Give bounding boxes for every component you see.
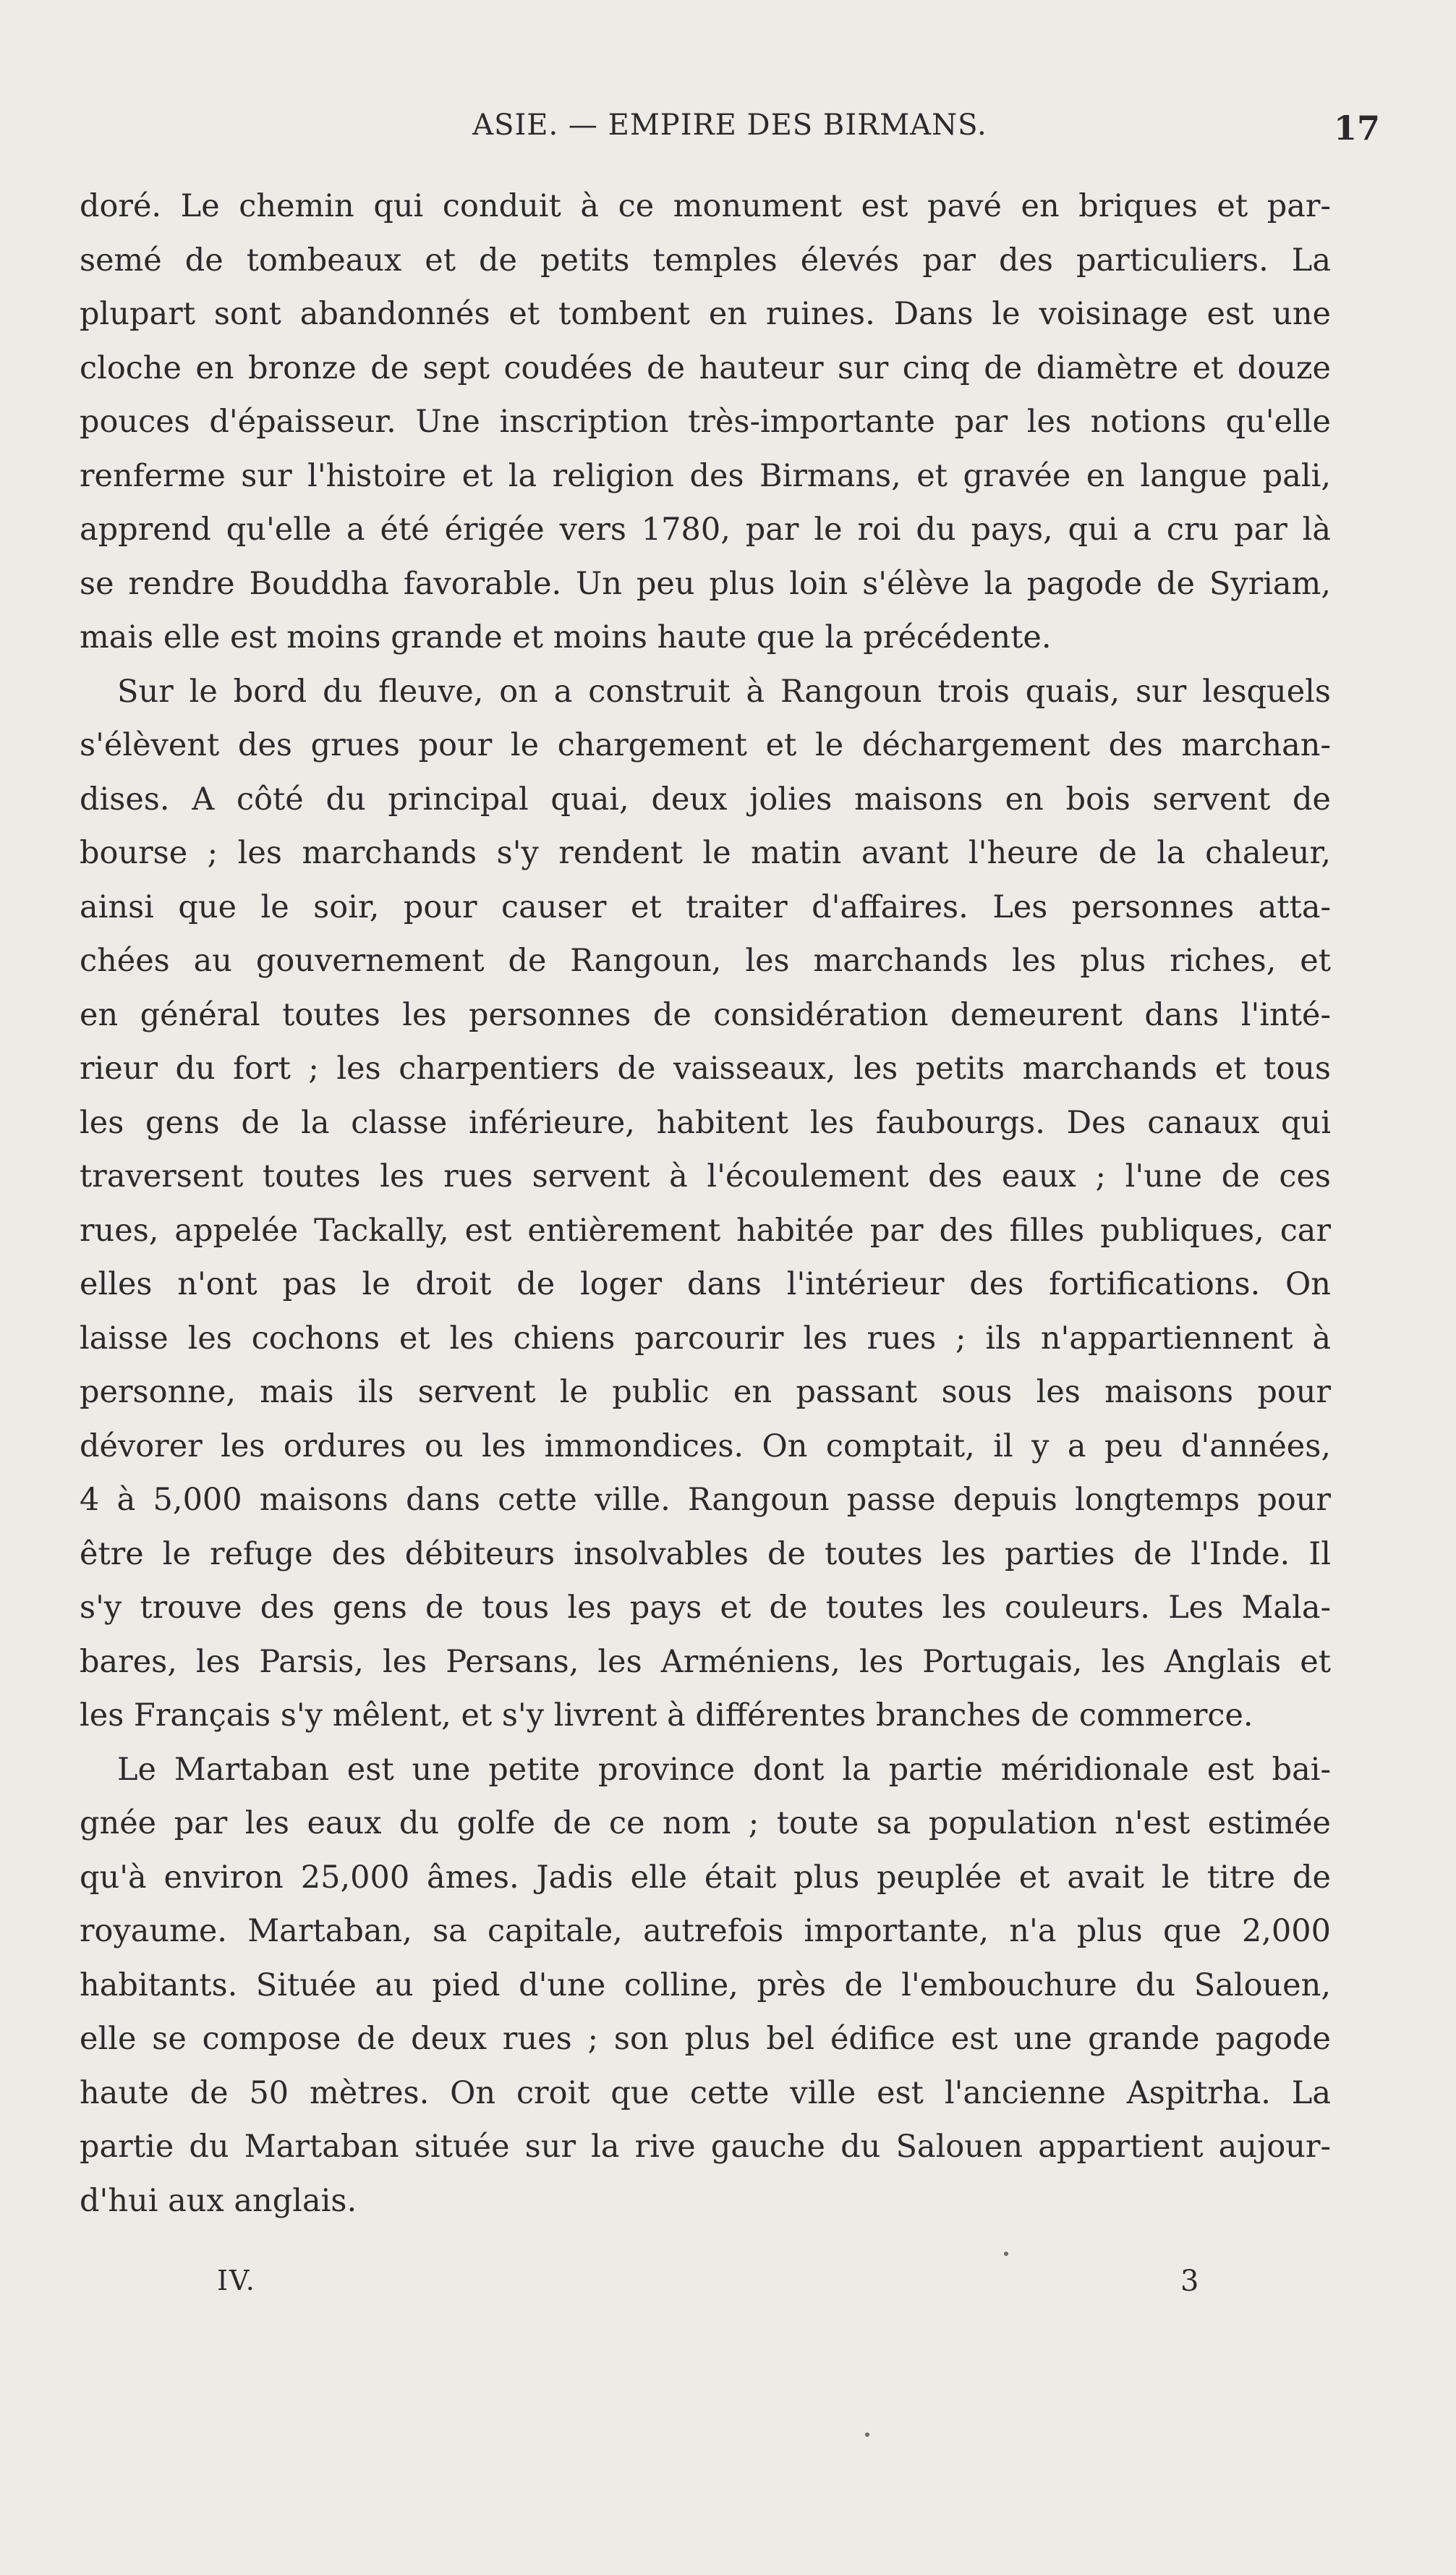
text-line: rieur du fort ; les charpentiers de vaisseaux, les petits marchands et tous [80, 1051, 1331, 1087]
page-number: 17 [1333, 109, 1380, 148]
text-line: d'hui aux anglais. [80, 2182, 357, 2219]
text-line: laisse les cochons et les chiens parcourir les rues ; ils n'appartiennent à [80, 1320, 1331, 1357]
text-line: en général toutes les personnes de considération demeurent dans l'inté- [80, 996, 1331, 1033]
text-line: cloche en bronze de sept coudées de hauteur sur cinq de diamètre et douze [80, 349, 1331, 386]
text-line: Sur le bord du fleuve, on a construit à Rangoun trois quais, sur lesquels [117, 673, 1331, 710]
text-line: habitants. Située au pied d'une colline, près de l'embouchure du Salouen, [80, 1967, 1331, 2003]
paragraph [80, 1743, 1331, 2228]
text-line: pouces d'épaisseur. Une inscription très-importante par les notions qu'elle [80, 404, 1331, 440]
text-line: rues, appelée Tackally, est entièrement habitée par des filles publiques, car [80, 1212, 1331, 1249]
text-line: gnée par les eaux du golfe de ce nom ; toute sa population n'est estimée [80, 1805, 1331, 1841]
text-line: s'élèvent des grues pour le chargement et le déchargement des marchan- [80, 727, 1331, 763]
text-line: chées au gouvernement de Rangoun, les marchands les plus riches, et [80, 943, 1331, 979]
text-line: mais elle est moins grande et moins haute que la précédente. [80, 619, 1052, 656]
sheet-number: 3 [1180, 2265, 1199, 2298]
text-line: se rendre Bouddha favorable. Un peu plus loin s'élève la pagode de Syriam, [80, 565, 1331, 602]
text-line: s'y trouve des gens de tous les pays et de toutes les couleurs. Les Mala- [80, 1590, 1331, 1626]
text-line: traversent toutes les rues servent à l'écoulement des eaux ; l'une de ces [80, 1158, 1331, 1195]
body-text [80, 179, 1331, 2228]
text-line: haute de 50 mètres. On croit que cette ville est l'ancienne Aspitrha. La [80, 2074, 1331, 2111]
text-line: elles n'ont pas le droit de loger dans l'intérieur des fortifications. On [80, 1266, 1331, 1302]
paragraph [80, 179, 1331, 665]
text-line: Le Martaban est une petite province dont la partie méridionale est bai- [117, 1751, 1331, 1788]
text-line: royaume. Martaban, sa capitale, autrefois importante, n'a plus que 2,000 [80, 1913, 1331, 1949]
text-line: être le refuge des débiteurs insolvables de toutes les parties de l'Inde. Il [80, 1535, 1331, 1572]
text-line: elle se compose de deux rues ; son plus bel édifice est une grande pagode [80, 2021, 1331, 2057]
paragraph [80, 665, 1331, 1743]
text-line: les gens de la classe inférieure, habitent les faubourgs. Des canaux qui [80, 1104, 1331, 1141]
page-header [80, 109, 1380, 152]
text-line: les Français s'y mêlent, et s'y livrent à différentes branches de commerce. [80, 1697, 1253, 1734]
text-line: qu'à environ 25,000 âmes. Jadis elle était plus peuplée et avait le titre de [80, 1859, 1331, 1896]
paper-fleck [1004, 2252, 1008, 2256]
text-line: bares, les Parsis, les Persans, les Arméniens, les Portugais, les Anglais et [80, 1643, 1331, 1680]
text-line: partie du Martaban située sur la rive gauche du Salouen appartient aujour- [80, 2129, 1331, 2165]
running-title: ASIE. — EMPIRE DES BIRMANS. [472, 109, 987, 142]
text-line: semé de tombeaux et de petits temples élevés par des particuliers. La [80, 242, 1331, 279]
signature-mark: IV. [217, 2265, 256, 2296]
text-line: 4 à 5,000 maisons dans cette ville. Rangoun passe depuis longtemps pour [80, 1482, 1331, 1518]
text-line: ainsi que le soir, pour causer et traiter d'affaires. Les personnes atta- [80, 888, 1331, 925]
text-line: renferme sur l'histoire et la religion des Birmans, et gravée en langue pali, [80, 457, 1331, 494]
text-line: dévorer les ordures ou les immondices. On comptait, il y a peu d'années, [80, 1428, 1331, 1464]
text-line: apprend qu'elle a été érigée vers 1780, par le roi du pays, qui a cru par là [80, 512, 1331, 548]
text-line: doré. Le chemin qui conduit à ce monument est pavé en briques et par- [80, 188, 1331, 224]
text-line: plupart sont abandonnés et tombent en ruines. Dans le voisinage est une [80, 296, 1331, 332]
text-line: bourse ; les marchands s'y rendent le matin avant l'heure de la chaleur, [80, 835, 1331, 871]
text-line: personne, mais ils servent le public en passant sous les maisons pour [80, 1374, 1331, 1410]
text-line: dises. A côté du principal quai, deux jolies maisons en bois servent de [80, 781, 1331, 818]
paper-fleck [865, 2432, 869, 2437]
